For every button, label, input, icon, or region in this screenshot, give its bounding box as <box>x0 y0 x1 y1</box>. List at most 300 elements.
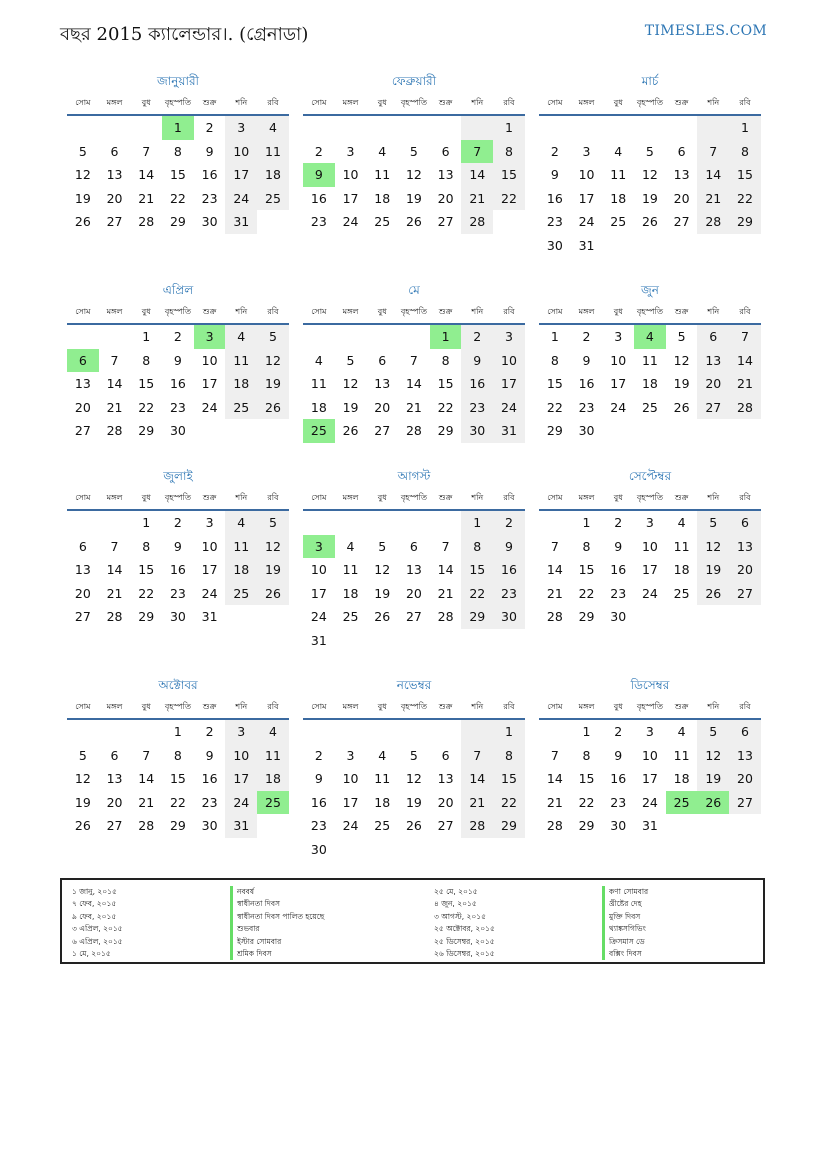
weekday-label: মঙ্গল <box>342 98 359 107</box>
holiday-name: থ্যাঙ্কসগিভিং <box>602 923 648 935</box>
day-cell: 13 <box>106 167 123 183</box>
day-cell: 27 <box>106 818 123 834</box>
day-cell: 30 <box>493 605 525 629</box>
day-cell: 28 <box>138 214 155 230</box>
day-cell: 17 <box>493 372 525 396</box>
day-cell: 31 <box>578 237 595 253</box>
day-cell: 21 <box>546 585 563 601</box>
weekday-label: শুক্র <box>674 98 689 107</box>
day-cell: 27 <box>437 818 454 834</box>
day-cell: 7 <box>142 747 151 763</box>
day-cell: 17 <box>342 794 359 810</box>
day-cell: 10 <box>493 349 525 373</box>
day-cell: 9 <box>461 349 493 373</box>
day-cell: 7 <box>550 747 559 763</box>
day-cell: 9 <box>314 771 323 787</box>
day-cell: 7 <box>110 538 119 554</box>
day-grid <box>539 116 761 258</box>
day-cell: 20 <box>405 585 422 601</box>
day-cell: 28 <box>138 818 155 834</box>
day-cell: 30 <box>610 818 627 834</box>
empty-day-cell <box>67 720 99 744</box>
weekday-label: বুধ <box>377 702 387 711</box>
day-cell: 3 <box>582 143 591 159</box>
day-cell: 5 <box>346 352 355 368</box>
day-cell: 26 <box>405 214 422 230</box>
day-cell: 21 <box>405 399 422 415</box>
weekday-label: শনি <box>235 493 248 502</box>
day-cell: 29 <box>138 423 155 439</box>
day-grid <box>67 720 289 838</box>
day-cell: 5 <box>257 511 289 535</box>
day-cell: 11 <box>257 744 289 768</box>
day-cell: 24 <box>310 609 327 625</box>
day-cell: 17 <box>641 562 658 578</box>
day-cell: 15 <box>729 163 761 187</box>
weekday-label: বৃহস্পতি <box>164 702 191 711</box>
weekday-label: বৃহস্পতি <box>164 307 191 316</box>
holiday-date: ২৬ ডিসেম্বর, ২০১৫ <box>434 948 495 958</box>
day-cell: 2 <box>173 329 182 344</box>
day-cell: 26 <box>342 423 359 439</box>
month-name: জানুয়ারী <box>157 74 199 88</box>
day-cell: 6 <box>110 143 119 159</box>
brand-link[interactable]: TIMESLES.COM <box>644 23 767 39</box>
day-cell: 4 <box>314 352 323 368</box>
day-cell: 15 <box>138 562 155 578</box>
day-cell: 3 <box>205 515 214 530</box>
day-cell: 18 <box>673 771 690 787</box>
day-cell: 5 <box>677 329 686 344</box>
day-cell: 3 <box>645 724 654 739</box>
weekday-label: রবি <box>739 98 751 107</box>
weekday-header <box>67 301 289 325</box>
month-block <box>539 279 761 443</box>
weekday-label: শুক্র <box>202 702 217 711</box>
day-cell: 10 <box>310 562 327 578</box>
month-name: মার্চ <box>641 74 659 88</box>
day-cell: 5 <box>78 747 87 763</box>
day-cell: 31 <box>201 609 218 625</box>
day-cell: 6 <box>110 747 119 763</box>
day-cell: 17 <box>225 163 257 187</box>
day-cell: 23 <box>169 585 186 601</box>
weekday-label: সোম <box>311 307 327 316</box>
holiday-date: ২৫ ডিসেম্বর, ২০১৫ <box>434 936 495 946</box>
day-cell: 18 <box>257 767 289 791</box>
weekday-label: সোম <box>547 493 563 502</box>
weekday-header <box>539 92 761 116</box>
day-cell: 1 <box>142 515 151 530</box>
weekday-label: শুক্র <box>438 98 453 107</box>
month-name: সেপ্টেম্বর <box>628 469 672 483</box>
day-cell: 16 <box>578 376 595 392</box>
day-cell: 8 <box>441 352 450 368</box>
empty-day-cell <box>67 511 99 535</box>
weekday-label: শুক্র <box>438 702 453 711</box>
day-cell: 5 <box>409 143 418 159</box>
holiday-name: ক্রিসমাস ডে <box>602 936 648 948</box>
day-cell: 27 <box>437 214 454 230</box>
day-cell: 7 <box>110 352 119 368</box>
day-cell: 5 <box>645 143 654 159</box>
day-cell: 6 <box>409 538 418 554</box>
weekday-label: শনি <box>707 98 720 107</box>
weekday-label: রবি <box>267 493 279 502</box>
weekday-label: রবি <box>267 307 279 316</box>
day-cell: 13 <box>729 744 761 768</box>
weekday-label: সোম <box>311 493 327 502</box>
day-cell: 28 <box>729 396 761 420</box>
day-cell: 18 <box>641 376 658 392</box>
empty-day-cell <box>130 116 162 140</box>
day-cell: 19 <box>257 372 289 396</box>
day-cell: 28 <box>546 818 563 834</box>
empty-day-cell <box>335 116 367 140</box>
day-cell: 13 <box>405 562 422 578</box>
day-cell: 9 <box>614 538 623 554</box>
day-cell: 15 <box>493 767 525 791</box>
empty-day-cell <box>99 511 131 535</box>
weekday-header <box>303 301 525 325</box>
month-name: আগস্ট <box>397 469 431 483</box>
day-cell: 31 <box>493 419 525 443</box>
day-cell: 11 <box>673 538 690 554</box>
day-cell: 2 <box>314 747 323 763</box>
day-cell: 2 <box>173 515 182 530</box>
day-cell: 11 <box>310 376 327 392</box>
weekday-label: বৃহস্পতি <box>400 307 427 316</box>
day-cell: 23 <box>546 214 563 230</box>
day-cell: 11 <box>225 535 257 559</box>
weekday-label: মঙ্গল <box>342 307 359 316</box>
day-cell: 14 <box>546 562 563 578</box>
day-cell: 19 <box>342 399 359 415</box>
day-cell: 4 <box>257 720 289 744</box>
day-cell: 22 <box>729 187 761 211</box>
day-cell: 12 <box>257 535 289 559</box>
empty-day-cell <box>67 325 99 349</box>
day-cell: 28 <box>546 609 563 625</box>
day-cell: 21 <box>106 399 123 415</box>
day-cell: 28 <box>437 609 454 625</box>
day-cell: 26 <box>673 399 690 415</box>
weekday-header <box>303 696 525 720</box>
day-cell: 20 <box>374 399 391 415</box>
day-cell: 18 <box>257 163 289 187</box>
day-cell: 26 <box>257 582 289 606</box>
empty-day-cell <box>303 116 335 140</box>
day-cell: 10 <box>641 747 658 763</box>
day-cell: 5 <box>257 325 289 349</box>
day-cell: 17 <box>342 190 359 206</box>
holiday-name: বক্সিং দিবস <box>602 948 648 960</box>
holiday-date: ৭ ফেব, ২০১৫ <box>72 899 117 909</box>
day-cell: 26 <box>74 818 91 834</box>
day-grid <box>67 511 289 629</box>
month-block <box>67 279 289 443</box>
day-cell: 22 <box>169 794 186 810</box>
weekday-label: বৃহস্পতি <box>400 702 427 711</box>
empty-day-cell <box>539 720 571 744</box>
day-cell: 15 <box>546 376 563 392</box>
weekday-label: শুক্র <box>674 307 689 316</box>
day-cell: 20 <box>729 767 761 791</box>
day-cell: 14 <box>106 376 123 392</box>
day-cell: 16 <box>493 558 525 582</box>
weekday-label: শুক্র <box>438 493 453 502</box>
day-cell: 27 <box>697 396 729 420</box>
day-cell: 11 <box>225 349 257 373</box>
day-cell: 8 <box>582 538 591 554</box>
day-cell: 30 <box>310 841 327 857</box>
holiday-date: ৬ এপ্রিল, ২০১৫ <box>72 936 123 946</box>
empty-day-cell <box>697 116 729 140</box>
empty-day-cell <box>398 511 430 535</box>
day-cell: 10 <box>201 538 218 554</box>
month-name: ডিসেম্বর <box>630 678 670 692</box>
weekday-label: শুক্র <box>202 307 217 316</box>
day-cell: 24 <box>641 794 658 810</box>
day-cell: 21 <box>138 190 155 206</box>
month-name: অক্টোবর <box>158 678 198 692</box>
day-cell: 25 <box>225 582 257 606</box>
weekday-label: বুধ <box>377 307 387 316</box>
day-cell: 24 <box>342 818 359 834</box>
weekday-label: রবি <box>267 98 279 107</box>
day-grid <box>303 325 525 443</box>
day-cell: 15 <box>461 558 493 582</box>
day-cell: 4 <box>378 143 387 159</box>
day-cell: 12 <box>374 562 391 578</box>
day-cell: 31 <box>225 210 257 234</box>
day-cell: 13 <box>106 771 123 787</box>
empty-day-cell <box>366 720 398 744</box>
day-cell: 18 <box>342 585 359 601</box>
day-cell: 16 <box>169 376 186 392</box>
empty-day-cell <box>666 116 698 140</box>
weekday-label: রবি <box>503 98 515 107</box>
holiday-date: ২৫ অক্টোবর, ২০১৫ <box>434 924 495 934</box>
day-grid <box>67 325 289 443</box>
holiday-name: ইস্টার সোমবার <box>230 936 324 948</box>
day-cell: 22 <box>493 791 525 815</box>
day-cell: 19 <box>697 558 729 582</box>
day-cell: 16 <box>461 372 493 396</box>
weekday-label: মঙ্গল <box>342 493 359 502</box>
day-cell: 7 <box>142 143 151 159</box>
weekday-label: বৃহস্পতি <box>400 493 427 502</box>
day-cell: 23 <box>493 582 525 606</box>
weekday-label: শুক্র <box>674 493 689 502</box>
month-block <box>303 70 525 234</box>
day-cell: 21 <box>697 187 729 211</box>
day-cell: 7 <box>550 538 559 554</box>
day-cell: 22 <box>138 585 155 601</box>
day-cell: 22 <box>493 187 525 211</box>
day-cell: 30 <box>461 419 493 443</box>
holiday-date: ১ মে, ২০১৫ <box>72 948 111 958</box>
day-cell: 4 <box>677 724 686 739</box>
day-cell: 1 <box>493 720 525 744</box>
day-cell: 15 <box>578 562 595 578</box>
day-cell: 26 <box>697 582 729 606</box>
day-cell: 2 <box>550 143 559 159</box>
holiday-date: ২৫ মে, ২০১৫ <box>434 887 478 896</box>
weekday-header <box>67 696 289 720</box>
day-cell: 26 <box>74 214 91 230</box>
day-cell: 19 <box>405 190 422 206</box>
weekday-label: মঙ্গল <box>106 493 123 502</box>
day-cell: 26 <box>405 818 422 834</box>
day-cell: 7 <box>697 140 729 164</box>
day-cell: 6 <box>677 143 686 159</box>
day-cell: 17 <box>610 376 627 392</box>
weekday-label: বৃহস্পতি <box>636 98 663 107</box>
day-cell: 3 <box>346 143 355 159</box>
day-cell: 24 <box>342 214 359 230</box>
day-cell: 14 <box>405 376 422 392</box>
weekday-label: শুক্র <box>202 98 217 107</box>
month-name: জুলাই <box>163 469 193 483</box>
day-cell: 3 <box>346 747 355 763</box>
day-cell: 8 <box>729 140 761 164</box>
holiday-name: নববর্ষ <box>230 886 324 898</box>
weekday-label: মঙ্গল <box>106 98 123 107</box>
day-cell: 4 <box>614 143 623 159</box>
day-cell: 9 <box>205 747 214 763</box>
day-cell: 4 <box>346 538 355 554</box>
day-cell: 23 <box>310 818 327 834</box>
day-grid <box>67 116 289 234</box>
weekday-label: বুধ <box>141 307 151 316</box>
day-cell: 19 <box>74 190 91 206</box>
day-cell: 10 <box>342 167 359 183</box>
day-cell: 12 <box>342 376 359 392</box>
day-cell: 20 <box>74 585 91 601</box>
day-cell: 17 <box>201 376 218 392</box>
day-cell: 29 <box>437 423 454 439</box>
day-cell: 20 <box>74 399 91 415</box>
day-cell: 12 <box>697 535 729 559</box>
day-cell: 23 <box>201 190 218 206</box>
day-cell: 3 <box>493 325 525 349</box>
holiday-name-column <box>602 886 648 960</box>
day-cell: 6 <box>441 143 450 159</box>
day-cell: 11 <box>374 167 391 183</box>
day-cell: 8 <box>173 747 182 763</box>
day-cell: 9 <box>614 747 623 763</box>
day-cell: 1 <box>173 724 182 739</box>
day-grid <box>539 325 761 443</box>
day-cell: 24 <box>610 399 627 415</box>
day-cell: 30 <box>201 214 218 230</box>
day-cell: 13 <box>437 771 454 787</box>
day-cell: 14 <box>461 163 493 187</box>
day-cell: 16 <box>610 562 627 578</box>
day-cell: 10 <box>610 352 627 368</box>
day-cell: 17 <box>225 767 257 791</box>
day-cell: 17 <box>201 562 218 578</box>
holiday-date: ৩ এপ্রিল, ২০১৫ <box>72 924 123 934</box>
day-cell: 4 <box>225 511 257 535</box>
weekday-label: বুধ <box>141 493 151 502</box>
weekday-label: মঙ্গল <box>342 702 359 711</box>
day-cell: 7 <box>409 352 418 368</box>
day-cell: 14 <box>729 349 761 373</box>
day-cell: 10 <box>201 352 218 368</box>
day-cell: 4 <box>225 325 257 349</box>
day-cell: 15 <box>493 163 525 187</box>
weekday-label: বুধ <box>377 493 387 502</box>
day-cell: 24 <box>225 791 257 815</box>
day-cell: 27 <box>74 609 91 625</box>
day-cell: 12 <box>641 167 658 183</box>
day-cell: 22 <box>138 399 155 415</box>
day-cell: 20 <box>673 190 690 206</box>
day-cell: 6 <box>697 325 729 349</box>
weekday-label: বুধ <box>141 702 151 711</box>
weekday-label: বুধ <box>141 98 151 107</box>
holiday-day-cell: 25 <box>257 791 289 815</box>
day-cell: 27 <box>673 214 690 230</box>
day-cell: 9 <box>493 535 525 559</box>
empty-day-cell <box>99 116 131 140</box>
day-cell: 6 <box>441 747 450 763</box>
day-cell: 1 <box>550 329 559 344</box>
day-cell: 30 <box>578 423 595 439</box>
holiday-name: স্বাধীনতা দিবস পালিত হয়েছে <box>230 911 324 923</box>
day-cell: 7 <box>441 538 450 554</box>
weekday-label: শনি <box>235 307 248 316</box>
day-cell: 16 <box>201 167 218 183</box>
day-cell: 30 <box>546 237 563 253</box>
day-cell: 14 <box>546 771 563 787</box>
day-cell: 29 <box>138 609 155 625</box>
weekday-label: শনি <box>471 98 484 107</box>
day-cell: 12 <box>74 167 91 183</box>
day-cell: 21 <box>461 187 493 211</box>
day-cell: 13 <box>729 535 761 559</box>
month-name: জুন <box>641 283 659 297</box>
day-cell: 24 <box>641 585 658 601</box>
day-cell: 18 <box>610 190 627 206</box>
weekday-label: সোম <box>311 702 327 711</box>
empty-day-cell <box>99 325 131 349</box>
holiday-date: ৪ জুন, ২০১৫ <box>434 899 477 909</box>
weekday-label: রবি <box>503 702 515 711</box>
day-cell: 15 <box>169 771 186 787</box>
day-cell: 20 <box>437 794 454 810</box>
day-cell: 8 <box>493 140 525 164</box>
empty-day-cell <box>539 511 571 535</box>
day-cell: 19 <box>405 794 422 810</box>
day-cell: 22 <box>578 585 595 601</box>
weekday-label: মঙ্গল <box>106 702 123 711</box>
month-block <box>67 465 289 629</box>
day-cell: 5 <box>78 143 87 159</box>
day-grid <box>303 720 525 862</box>
day-cell: 21 <box>546 794 563 810</box>
weekday-header <box>539 301 761 325</box>
day-cell: 18 <box>673 562 690 578</box>
day-cell: 16 <box>310 794 327 810</box>
empty-day-cell <box>366 116 398 140</box>
day-cell: 13 <box>374 376 391 392</box>
day-cell: 17 <box>578 190 595 206</box>
day-cell: 28 <box>106 423 123 439</box>
day-cell: 9 <box>173 352 182 368</box>
